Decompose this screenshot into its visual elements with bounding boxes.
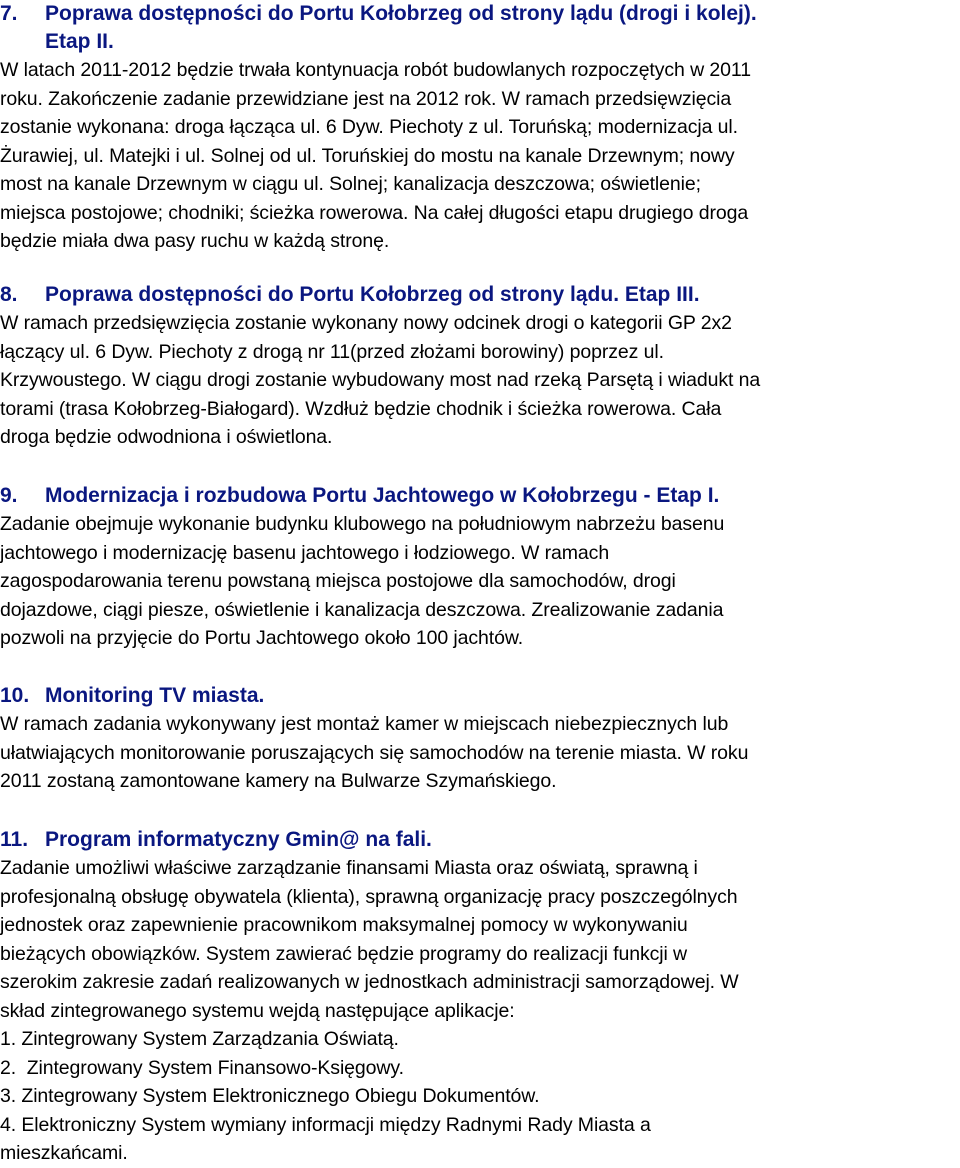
paragraph-line: zagospodarowania terenu powstaną miejsca postojowe dla samochodów, drogi	[0, 570, 676, 592]
paragraph-line: Zadanie umożliwi właściwe zarządzanie finansami Miasta oraz oświatą, sprawną i	[0, 857, 698, 879]
section-7-title: Poprawa dostępności do Portu Kołobrzeg od strony lądu (drogi i kolej).	[45, 2, 757, 25]
paragraph-line: profesjonalną obsługę obywatela (klienta), sprawną organizację pracy poszczególnych	[0, 885, 738, 908]
section-9-number: 9.	[0, 484, 18, 507]
paragraph-line: skład zintegrowanego systemu wejdą następujące aplikacje:	[0, 999, 515, 1022]
paragraph-line: będzie miała dwa pasy ruchu w każdą stronę.	[0, 230, 390, 252]
paragraph-line: bieżących obowiązków. System zawierać będzie programy do realizacji funkcji w	[0, 942, 688, 965]
section-7-body	[0, 56, 960, 256]
section-7-number: 7.	[0, 2, 18, 25]
section-10-body	[0, 710, 960, 796]
section-11-title: Program informatyczny Gmin@ na fali.	[45, 828, 432, 851]
list-item: 1. Zintegrowany System Zarządzania Oświatą.	[0, 1028, 399, 1050]
paragraph-line: dojazdowe, ciągi piesze, oświetlenie i kanalizacja deszczowa. Zrealizowanie zadania	[0, 598, 724, 621]
section-11-body	[0, 854, 960, 1168]
section-7-heading	[0, 0, 960, 28]
paragraph-line: zostanie wykonana: droga łącząca ul. 6 Dyw. Piechoty z ul. Toruńską; modernizacja ul.	[0, 116, 738, 138]
section-7-heading-cont	[0, 28, 960, 56]
list-item: 2. Zintegrowany System Finansowo-Księgowy.	[0, 1056, 404, 1079]
list-item: 3. Zintegrowany System Elektronicznego Obiegu Dokumentów.	[0, 1085, 540, 1107]
paragraph-line: Krzywoustego. W ciągu drogi zostanie wybudowany most nad rzeką Parsętą i wiadukt na	[0, 369, 761, 391]
paragraph-line: W ramach zadania wykonywany jest montaż kamer w miejscach niebezpiecznych lub	[0, 713, 729, 735]
list-item: mieszkańcami.	[0, 1142, 128, 1164]
paragraph-line: Zadanie obejmuje wykonanie budynku klubowego na południowym nabrzeżu basenu	[0, 513, 725, 535]
section-11-heading	[0, 826, 960, 854]
paragraph-line: jednostek oraz zapewnienie pracownikom maksymalnej pomocy w wykonywaniu	[0, 914, 688, 936]
section-7	[0, 0, 960, 256]
paragraph-line: Żurawiej, ul. Matejki i ul. Solnej od ul. Toruńskiej do mostu na kanale Drzewnym; nowy	[0, 144, 735, 167]
section-8	[0, 281, 960, 452]
section-7-title-cont: Etap II.	[45, 30, 114, 53]
section-10-heading	[0, 682, 960, 710]
section-9-title: Modernizacja i rozbudowa Portu Jachtowego w Kołobrzegu - Etap I.	[45, 484, 720, 507]
section-10-number: 10.	[0, 684, 30, 707]
paragraph-line: W ramach przedsięwzięcia zostanie wykonany nowy odcinek drogi o kategorii GP 2x2	[0, 312, 732, 334]
section-10	[0, 682, 960, 796]
paragraph-line: ułatwiających monitorowanie poruszających się samochodów na terenie miasta. W roku	[0, 741, 749, 764]
paragraph-line: 2011 zostaną zamontowane kamery na Bulwarze Szymańskiego.	[0, 770, 557, 792]
section-11	[0, 826, 960, 1168]
list-item: 4. Elektroniczny System wymiany informacji między Radnymi Rady Miasta a	[0, 1113, 651, 1136]
section-8-body	[0, 309, 960, 452]
paragraph-line: szerokim zakresie zadań realizowanych w jednostkach administracji samorządowej. W	[0, 971, 739, 993]
section-11-number: 11.	[0, 828, 29, 851]
paragraph-line: W latach 2011-2012 będzie trwała kontynuacja robót budowlanych rozpoczętych w 2011	[0, 59, 751, 81]
paragraph-line: miejsca postojowe; chodniki; ścieżka rowerowa. Na całej długości etapu drugiego droga	[0, 201, 749, 224]
section-9-body	[0, 510, 960, 653]
paragraph-line: pozwoli na przyjęcie do Portu Jachtowego około 100 jachtów.	[0, 627, 524, 649]
section-9-heading	[0, 482, 960, 510]
section-10-title: Monitoring TV miasta.	[45, 684, 265, 707]
section-8-number: 8.	[0, 283, 18, 306]
paragraph-line: roku. Zakończenie zadanie przewidziane jest na 2012 rok. W ramach przedsięwzięcia	[0, 87, 732, 110]
section-9	[0, 482, 960, 653]
paragraph-line: torami (trasa Kołobrzeg-Białogard). Wzdłuż będzie chodnik i ścieżka rowerowa. Cała	[0, 397, 722, 420]
paragraph-line: jachtowego i modernizację basenu jachtowego i łodziowego. W ramach	[0, 541, 610, 564]
section-8-title: Poprawa dostępności do Portu Kołobrzeg od strony lądu. Etap III.	[45, 283, 700, 306]
paragraph-line: łączący ul. 6 Dyw. Piechoty z drogą nr 11(przed złożami borowiny) poprzez ul.	[0, 340, 664, 363]
section-8-heading	[0, 281, 960, 309]
paragraph-line: droga będzie odwodniona i oświetlona.	[0, 426, 333, 448]
paragraph-line: most na kanale Drzewnym w ciągu ul. Solnej; kanalizacja deszczowa; oświetlenie;	[0, 173, 701, 195]
